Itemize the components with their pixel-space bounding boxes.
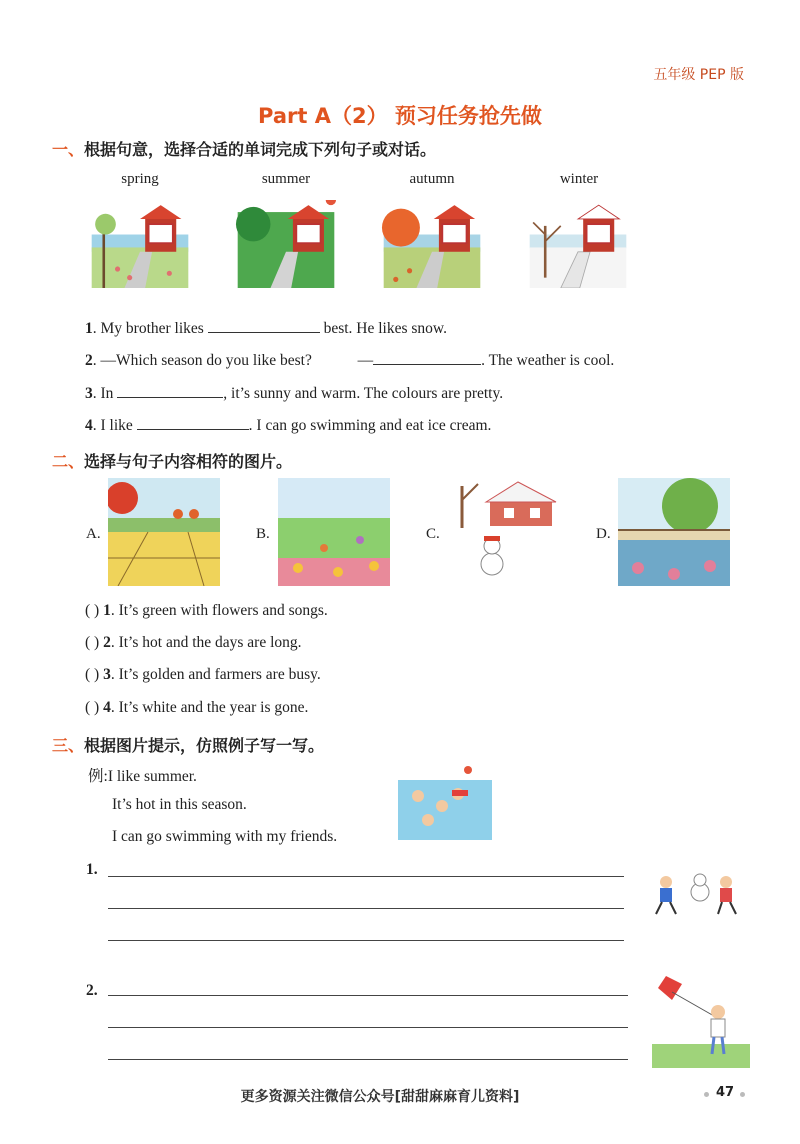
willow-pond-picture	[618, 478, 730, 586]
example-line-3: I can go swimming with my friends.	[112, 828, 338, 845]
page-title: Part A（2） 预习任务抢先做	[258, 104, 542, 128]
season-word-autumn: autumn	[409, 171, 455, 187]
kite-flying-picture	[652, 972, 750, 1068]
footer-promo-text: 更多资源关注微信公众号[甜甜麻麻育儿资料]	[240, 1089, 520, 1105]
section2-heading: 二、选择与句子内容相符的图片。	[52, 452, 293, 471]
snowball-fight-picture	[648, 868, 744, 924]
s1-question-2: 2. —Which season do you like best? — . The weather is cool.	[85, 352, 615, 369]
s2-item-1: ( ) 1. It’s green with flowers and songs.	[85, 602, 328, 619]
option-d-label: D.	[596, 526, 611, 542]
page-dot	[740, 1092, 745, 1097]
answer-paren[interactable]: ( )	[85, 602, 100, 619]
example-line-1: 例:I like summer.	[88, 767, 197, 785]
s1-question-1: 1. My brother likes best. He likes snow.	[85, 320, 447, 337]
swimming-picture	[398, 766, 492, 840]
s2-item-4: ( ) 4. It’s white and the year is gone.	[85, 699, 309, 716]
summer-pavilion-picture	[230, 200, 342, 288]
writing-line[interactable]	[108, 995, 628, 996]
section1-instructions: 根据句意，选择合适的单词完成下列句子或对话。	[84, 140, 437, 159]
example-line-2: It’s hot in this season.	[112, 796, 247, 813]
writing-task-1-label: 1.	[86, 861, 98, 878]
page-number: 47	[716, 1085, 735, 1100]
golden-field-picture	[108, 478, 220, 586]
snowy-house-picture	[448, 478, 560, 586]
writing-line[interactable]	[108, 876, 624, 877]
autumn-pavilion-picture	[376, 200, 488, 288]
section3-heading: 三、根据图片提示，仿照例子写一写。	[52, 736, 325, 755]
answer-blank[interactable]	[373, 350, 481, 365]
spring-pavilion-picture	[84, 200, 196, 288]
writing-line[interactable]	[108, 1059, 628, 1060]
answer-blank[interactable]	[137, 415, 249, 430]
season-word-spring: spring	[121, 171, 159, 187]
answer-paren[interactable]: ( )	[85, 634, 100, 651]
option-a-label: A.	[86, 526, 101, 542]
page-dot	[704, 1092, 709, 1097]
writing-task-2-label: 2.	[86, 982, 98, 999]
s2-item-2: ( ) 2. It’s hot and the days are long.	[85, 634, 302, 651]
answer-blank[interactable]	[117, 383, 223, 398]
s2-item-3: ( ) 3. It’s golden and farmers are busy.	[85, 666, 321, 683]
season-word-summer: summer	[261, 171, 311, 187]
writing-line[interactable]	[108, 1027, 628, 1028]
season-word-winter: winter	[559, 171, 599, 187]
section1-heading	[52, 137, 436, 160]
option-b-label: B.	[256, 526, 270, 542]
answer-paren[interactable]: ( )	[85, 699, 100, 716]
answer-blank[interactable]	[208, 318, 320, 333]
winter-pavilion-picture	[522, 200, 634, 288]
flower-meadow-picture	[278, 478, 390, 586]
s1-question-4: 4. I like . I can go swimming and eat ice cream.	[85, 417, 492, 434]
writing-line[interactable]	[108, 908, 624, 909]
section1-number: 一、	[52, 140, 85, 159]
option-c-label: C.	[426, 526, 440, 542]
answer-paren[interactable]: ( )	[85, 666, 100, 683]
grade-edition-label: 五年级 PEP 版	[653, 67, 744, 83]
writing-line[interactable]	[108, 940, 624, 941]
s1-question-3: 3. In , it’s sunny and warm. The colours are pretty.	[85, 385, 504, 402]
